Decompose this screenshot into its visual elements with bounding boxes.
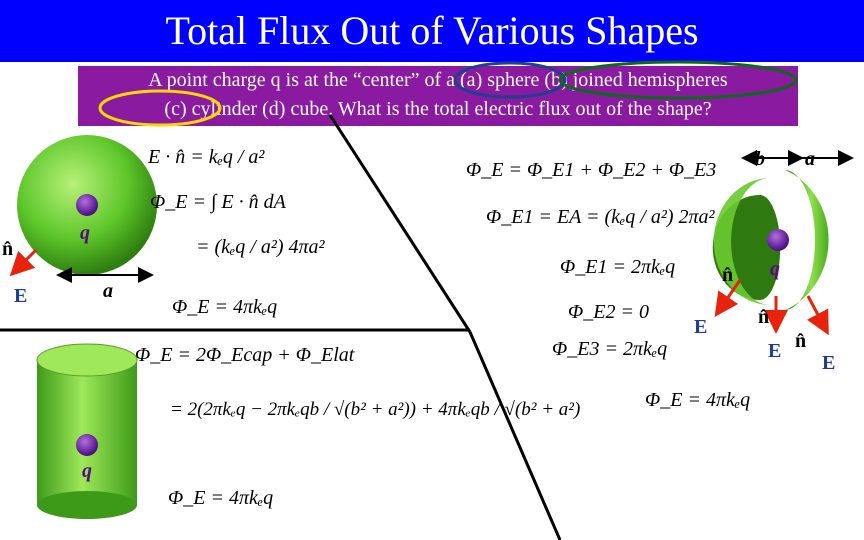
hemisphere-charge (767, 229, 789, 251)
question-line-1: A point charge q is at the “center” of a (a) sphere (b) joined hemispheres (148, 69, 728, 91)
sphere-a-label: a (103, 280, 113, 302)
highlight-cylinder (100, 91, 220, 125)
hemisphere-E-2: E (768, 340, 782, 362)
sphere-eq-3: = (kₑq / a²) 4πa² (196, 236, 325, 258)
hemisphere-n-hat-2: n̂ (758, 306, 770, 328)
sphere-eq-1: E · n̂ = kₑq / a² (148, 146, 265, 168)
sphere-field-arrow (14, 250, 36, 272)
hemisphere-eq-5: Φ_E3 = 2πkₑq (552, 338, 668, 360)
divider-diagonal-lower (470, 332, 560, 540)
hemisphere-eq-1: Φ_E = Φ_E1 + Φ_E2 + Φ_E3 (466, 159, 717, 181)
sphere-E-label: E (14, 285, 28, 307)
sphere-n-hat-label: n̂ (2, 238, 14, 260)
highlight-sphere (455, 63, 565, 97)
hemisphere-E-3: E (822, 352, 836, 374)
cylinder-charge (76, 434, 98, 456)
sphere-eq-4: Φ_E = 4πkₑq (172, 296, 278, 318)
divider-diagonal (330, 115, 470, 332)
hemisphere-q-label: q (770, 258, 780, 280)
hemisphere-b-label: b (755, 148, 765, 170)
hemisphere-eq-2: Φ_E1 = EA = (kₑq / a²) 2πa² (486, 206, 715, 228)
hemisphere-eq-4: Φ_E2 = 0 (568, 301, 649, 323)
slide-title: Total Flux Out of Various Shapes (165, 8, 699, 53)
hemisphere-eq-6: Φ_E = 4πkₑq (645, 389, 751, 411)
sphere-eq-2: Φ_E = ∫ E · n̂ dA (150, 191, 286, 213)
hemisphere-outer (785, 170, 829, 310)
cylinder-top (37, 344, 137, 376)
hemisphere-n-hat-3: n̂ (795, 330, 807, 352)
highlight-hemispheres (560, 62, 796, 98)
cylinder-q-label: q (82, 460, 92, 482)
question-line-2: (c) cylinder (d) cube. What is the total electric flux out of the shape? (164, 98, 712, 120)
hemisphere-eq-3: Φ_E1 = 2πkₑq (560, 256, 676, 278)
cylinder-eq-3: Φ_E = 4πkₑq (168, 487, 274, 509)
sphere-q-label: q (80, 222, 90, 244)
hemisphere-E-1: E (694, 316, 708, 338)
cylinder-bottom (37, 491, 137, 519)
cylinder-eq-2: = 2(2πkₑq − 2πkₑqb / √(b² + a²)) + 4πkₑqb / √(b² + a²) (170, 399, 581, 420)
cylinder-eq-1: Φ_E = 2Φ_Ecap + Φ_Elat (135, 344, 355, 366)
hemisphere-field-arrow-3 (808, 296, 826, 330)
cylinder-body (37, 360, 137, 505)
hemisphere-a-label: a (805, 148, 815, 170)
hemisphere-n-hat-1: n̂ (722, 264, 734, 286)
sphere-charge (76, 194, 98, 216)
